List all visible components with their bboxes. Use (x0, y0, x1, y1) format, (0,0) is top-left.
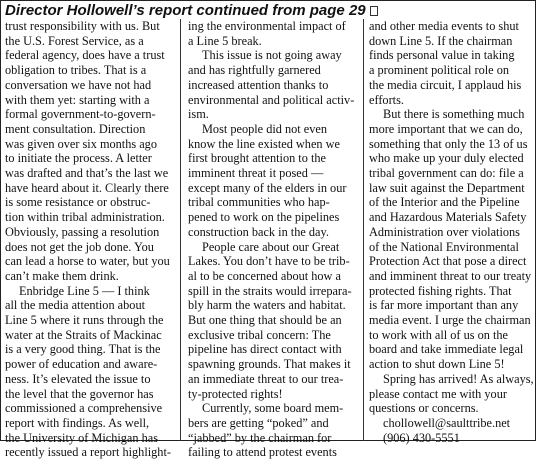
text-line: is a very good thing. That is the (5, 342, 161, 357)
text-line: who make up your duly elected (369, 151, 524, 166)
text-line: formal government-to-govern- (5, 107, 156, 122)
column-divider (363, 19, 364, 441)
text-line: the media circuit, I applaud his (369, 77, 522, 92)
text-line: down Line 5. If the chairman (369, 33, 513, 48)
header-title: Director Hollowell’s report continued from page 29 (5, 2, 366, 19)
text-line: the U.S. Forest Service, as a (5, 33, 144, 48)
text-line: conversation we have not had (5, 77, 152, 92)
text-line: have heard about it. Clearly there (5, 180, 169, 195)
text-line: ness. It’s elevated the issue to (5, 371, 151, 386)
text-line: of the Interior and the Pipeline (369, 195, 520, 210)
text-line: efforts. (369, 92, 404, 107)
article-column-3 (369, 19, 535, 445)
text-line: al to be concerned about how a (188, 268, 341, 283)
text-line: does not get the job done. You (5, 239, 154, 254)
text-line: But there is something much (383, 107, 525, 122)
text-line: more important that we can do, (369, 121, 523, 136)
article-column-2 (188, 19, 358, 460)
text-line: increased attention thanks to (188, 77, 329, 92)
text-line: power of education and aware- (5, 357, 158, 372)
text-line: something that only the 13 of us (369, 136, 528, 151)
text-line: federal agency, does have a trust (5, 48, 165, 63)
text-line: water at the Straits of Mackinac (5, 327, 162, 342)
text-line: Obviously, passing a resolution (5, 224, 160, 239)
text-line: a Line 5 break. (188, 33, 262, 48)
text-line: all the media attention about (5, 298, 146, 313)
text-line: was drafted and that’s the last we (5, 166, 169, 181)
text-line: board and take immediate legal (369, 342, 524, 357)
text-line: to initiate the process. A letter (5, 151, 152, 166)
text-line: Lakes. You don’t have to be trib- (188, 254, 350, 269)
text-line: ment consultation. Direction (5, 121, 146, 136)
text-line: law suit against the Department (369, 180, 525, 195)
text-line: to work with all of us on the (369, 327, 509, 342)
text-line: Administration over violations (369, 224, 520, 239)
text-line: an immediate threat to our trea- (188, 371, 344, 386)
text-line: This issue is not going away (202, 48, 342, 63)
text-line: media event. I urge the chairman (369, 313, 531, 328)
text-line: spawning grounds. That makes it (188, 357, 351, 372)
continuation-box-icon (370, 6, 378, 16)
text-line: ing the environmental impact of (188, 19, 346, 33)
text-line: ty-protected rights! (188, 386, 283, 401)
text-line: know the line existed when we (188, 136, 340, 151)
text-line: spill in the straits would irrepara- (188, 283, 352, 298)
text-line: ism. (188, 107, 209, 122)
text-line: is far more important than any (369, 298, 519, 313)
text-line: Line 5 where it runs through the (5, 313, 164, 328)
text-line: can’t make them drink. (5, 268, 119, 283)
text-line: is some resistance or obstruc- (5, 195, 151, 210)
text-line: imminent threat it posed — (188, 166, 324, 181)
text-line: and has rightfully garnered (188, 63, 321, 78)
text-line: and other media events to shut (369, 19, 519, 33)
text-line: tribal communities who hap- (188, 195, 330, 210)
text-line: recently issued a report highlight- (5, 445, 171, 460)
text-line: and imminent threat to our treaty (369, 268, 532, 283)
text-line: Spring has arrived! As always, (383, 371, 534, 386)
column-divider (180, 19, 181, 441)
text-line: But one thing that should be an (188, 313, 342, 328)
text-line: Currently, some board mem- (202, 401, 344, 416)
text-line: of the National Environmental (369, 239, 519, 254)
continuation-header (5, 2, 378, 20)
text-line: report with findings. As well, (5, 415, 150, 430)
text-line: was given over six months ago (5, 136, 157, 151)
text-line: “jabbed” by the chairman for (188, 430, 332, 445)
text-line: can lead a horse to water, but you (5, 254, 170, 269)
text-line: pipeline has direct contact with (188, 342, 342, 357)
text-line: Most people did not even (202, 121, 327, 136)
text-line: first brought attention to the (188, 151, 326, 166)
text-line: construction back in the day. (188, 224, 329, 239)
text-line: except many of the elders in our (188, 180, 347, 195)
text-line: tion within tribal administration. (5, 210, 165, 225)
text-line: bly harm the waters and habitat. (188, 298, 346, 313)
text-line: the level that the governor has (5, 386, 154, 401)
text-line: the University of Michigan has (5, 430, 158, 445)
text-line: pened to work on the pipelines (188, 210, 340, 225)
text-line: and Hazardous Materials Safety (369, 210, 527, 225)
text-line: environmental and political activ- (188, 92, 355, 107)
text-line: chollowell@saulttribe.net (383, 415, 511, 430)
text-line: protected fishing rights. That (369, 283, 512, 298)
text-line: obligation to tribes. That is a (5, 63, 147, 78)
text-line: commissioned a comprehensive (5, 401, 163, 416)
text-line: Enbridge Line 5 — I think (19, 283, 150, 298)
text-line: please contact me with your (369, 386, 507, 401)
text-line: trust responsibility with us. But (5, 19, 160, 33)
text-line: action to shut down Line 5! (369, 357, 505, 372)
text-line: (906) 430-5551 (383, 430, 460, 445)
text-line: with them yet: starting with a (5, 92, 150, 107)
text-line: exclusive tribal concern: The (188, 327, 331, 342)
text-line: tribal government can do: file a (369, 166, 524, 181)
article-column-1 (5, 19, 175, 460)
text-line: a prominent political role on (369, 63, 510, 78)
text-line: questions or concerns. (369, 401, 479, 416)
text-line: failing to attend protest events (188, 445, 337, 460)
text-line: People care about our Great (202, 239, 340, 254)
text-line: Protection Act that pose a direct (369, 254, 527, 269)
text-line: bers are getting “poked” and (188, 415, 329, 430)
text-line: finds personal value in taking (369, 48, 515, 63)
